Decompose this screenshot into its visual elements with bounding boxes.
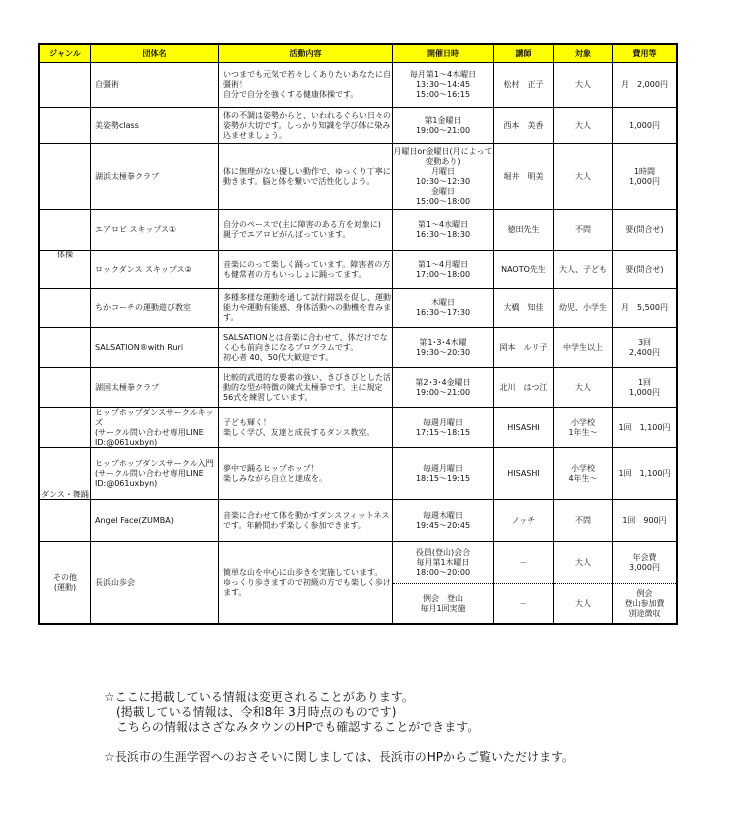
group-name: 湖浜太極拳クラブ [90,144,218,209]
table-row [40,107,676,143]
fee: 1,000円 [612,108,676,143]
group-name: Angel Face(ZUMBA) [90,500,218,541]
schedule: 毎月第1～4木曜日 13:30～14:45 15:00～16:15 [392,63,493,107]
notes-section [104,690,574,765]
column-header: 団体名 [90,45,218,62]
fee: 月 2,000円 [612,63,676,107]
header-row [40,45,676,62]
activity-content: いつまでも元気で若々しくありたいあなたに自彊術！ 自分で自分を強くする健康体操です。 [218,63,392,107]
audience: 大人 [553,144,612,209]
activity-content: 夢中で踊るヒップホップ！ 楽しみながら自立と達成を。 [218,448,392,499]
fee: 1回 1,100円 [612,408,676,447]
activity-table [38,43,678,625]
fee: 例会 登山参加費 別途徴収 [613,583,676,623]
schedule: 第2･3･4金曜日 19:00～21:00 [392,368,493,407]
group-name: ヒップホップダンスサークルキッズ (サークル問い合わせ専用LINE ID:@061uxbyn) [90,408,218,447]
group-name: ロックダンス スキップス② [90,251,218,288]
audience: 大人 [575,557,591,567]
note-line: ☆ここに掲載している情報は変更されることがあります。 [104,690,414,704]
group-name: SALSATION®with Ruri [90,328,218,367]
fee: 1時間 1,000円 [612,144,676,209]
audience-split [553,542,612,623]
instructor: 岡本 ルリ子 [493,328,553,367]
group-name: エアロビ スキップス① [90,210,218,250]
activity-content: 音楽に合わせて体を動かすダンスフィットネスです。年齢問わず楽しく参加できます。 [218,500,392,541]
group-name: 湖国太極拳クラブ [90,368,218,407]
group-name: 長浜山歩会 [90,542,218,623]
table-row [40,327,676,367]
audience: 不問 [553,210,612,250]
schedule: 第1～4月曜日 17:00～18:00 [392,251,493,288]
column-header: 費用等 [612,45,676,62]
table-row [40,62,676,107]
fee: 要(問合せ) [612,210,676,250]
note-line: こちらの情報はさざなみタウンのHPでも確認することができます。 [104,720,480,734]
instructor: ノッチ [493,500,553,541]
schedule: 第1金曜日 19:00～21:00 [392,108,493,143]
fee: 年会費 3,000円 [629,552,660,572]
schedule: 第1･3･4木曜 19:30～20:30 [392,328,493,367]
column-header: 対象 [553,45,612,62]
column-header: 開催日時 [392,45,493,62]
group-name: ヒップホップダンスサークル入門 (サークル問い合わせ専用LINE ID:@061uxbyn) [90,448,218,499]
group-name: 自彊術 [90,63,218,107]
fee-split [612,542,676,623]
schedule: 第1～4水曜日 16:30～18:30 [392,210,493,250]
genre-cell: ダンス・舞踊 [40,447,90,541]
activity-content: 体に無理がない優しい動作で、ゆっくり丁寧に動きます。脳と体を繋いで活性化しよう。 [218,144,392,209]
activity-content: 自分のペースで(主に障害のある方を対象に) 親子でエアロビがんばっています。 [218,210,392,250]
schedule: 役員(登山)会合 毎月第1木曜日 18:00～20:00 [415,547,471,577]
instructor: 大橋 知佳 [493,289,553,327]
group-name: ちかコーチの運動遊び教室 [90,289,218,327]
fee: 1回 1,100円 [612,448,676,499]
table-row [40,209,676,250]
audience: 小学校 1年生～ [553,408,612,447]
instructor: 徳田先生 [493,210,553,250]
note-line: ☆長浜市の生涯学習へのおさそいに関しましては、長浜市のHPからご覧いただけます。 [104,750,575,764]
audience: 不問 [553,500,612,541]
schedule-split [392,542,493,623]
activity-content: 体の不調は姿勢からと、いわれるぐらい日々の姿勢が大切です。しっかり知識を学び体に染み込ませましょう。 [218,108,392,143]
instructor: － [494,583,553,623]
genre-cell: その他 (運動) [40,541,90,623]
column-header: ジャンル [49,48,81,58]
activity-content: 子ども輝く！ 楽しく学び、友達と成長するダンス教室。 [218,408,392,447]
activity-content: 音楽にのって楽しく踊っています。障害者の方も健常者の方もいっしょに踊ってます。 [218,251,392,288]
table-row [40,288,676,327]
activity-content: SALSATIONとは音楽に合わせて、体だけでなく心も前向きになるプログラムです。 初心者 40、50代大歓迎です。 [218,328,392,367]
schedule: 月曜日or金曜日(月によって変動あり) 月曜日 10:30～12:30 金曜日 15:00～18:00 [392,144,493,209]
note-line [104,735,574,750]
audience: 大人 [553,63,612,107]
schedule: 毎週月曜日 17:15～18:15 [392,408,493,447]
activity-content: 比較的武道的な要素の強い、きびきびとした活動的な型が特徴の陳式太極拳です。主に規定56式を練習しています。 [218,368,392,407]
schedule: 木曜日 16:30～17:30 [392,289,493,327]
instructor: － [519,557,528,567]
group-name: 美姿勢class [90,108,218,143]
instructor: 北川 はつ江 [493,368,553,407]
fee: 要(問合せ) [612,251,676,288]
instructor-split [493,542,553,623]
table-row [40,541,676,623]
table-row [40,499,676,541]
fee: 月 5,500円 [612,289,676,327]
schedule: 例会 登山 毎月1回実施 [393,583,493,623]
table-row [40,143,676,209]
table-row [40,367,676,407]
audience: 幼児、小学生 [553,289,612,327]
audience: 大人 [553,368,612,407]
instructor: 西本 美香 [493,108,553,143]
fee: 1回 1,000円 [612,368,676,407]
audience: 大人、子ども [553,251,612,288]
table-row [40,447,676,499]
instructor: 堀井 明美 [493,144,553,209]
audience: 小学校 4年生～ [553,448,612,499]
table-row [40,250,676,288]
audience: 大人 [553,108,612,143]
instructor: NAOTO先生 [493,251,553,288]
activity-content: 多種多様な運動を通して試行錯誤を促し、運動能力や運動有能感、身体活動への動機を育みます。 [218,289,392,327]
column-header: 講師 [493,45,553,62]
genre-cell: 体操 [40,62,90,447]
activity-content: 簡単な山を中心に山歩きを実施しています。 ゆっくり歩きますので初級の方でも楽しく歩けます。 [218,542,392,623]
audience: 大人 [554,583,612,623]
fee: 1回 900円 [612,500,676,541]
column-header: 活動内容 [218,45,392,62]
note-line: (掲載している情報は、令和8年 3月時点のものです) [104,705,397,719]
schedule: 毎週木曜日 19:45～20:45 [392,500,493,541]
instructor: HISASHI [493,448,553,499]
instructor: 松村 正子 [493,63,553,107]
instructor: HISASHI [493,408,553,447]
table-row [40,407,676,447]
schedule: 毎週月曜日 18:15～19:15 [392,448,493,499]
fee: 3回 2,400円 [612,328,676,367]
audience: 中学生以上 [553,328,612,367]
